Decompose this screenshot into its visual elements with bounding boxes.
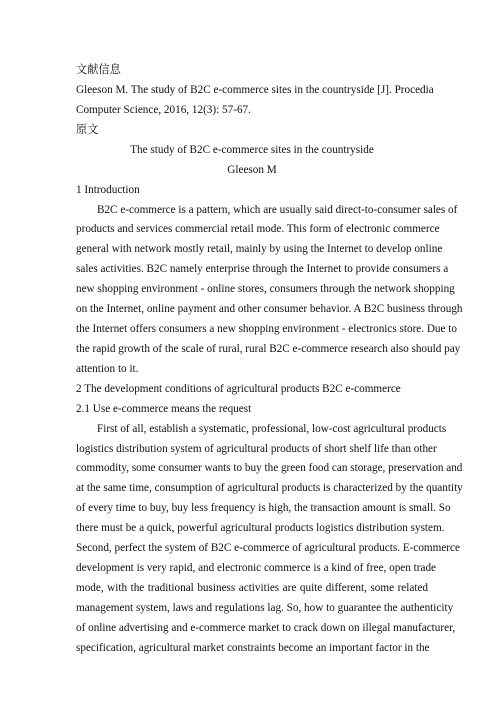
reference-label: 文献信息	[76, 64, 121, 76]
section1-line-3: general with network mostly retail, mainly by using the Internet to develop online	[76, 243, 443, 255]
original-label: 原文	[76, 124, 99, 136]
section1-line-8: the rapid growth of the scale of rural, rural B2C e-commerce research also should pay	[76, 343, 461, 355]
section21-line-10: management system, laws and regulations lag. So, how to guarantee the authenticity	[76, 602, 454, 614]
section21-line-8: development is very rapid, and electronic commerce is a kind of free, open trade	[76, 562, 437, 574]
section21-line-9: mode, with the traditional business activities are quite different, some related	[76, 582, 428, 594]
citation-line-2: Computer Science, 2016, 12(3): 57-67.	[76, 104, 251, 116]
document-author: Gleeson M	[227, 164, 277, 176]
section21-line-1: First of all, establish a systematic, professional, low-cost agricultural products	[97, 423, 447, 435]
section21-line-5: of every time to buy, buy less frequency is high, the transaction amount is small. So	[76, 502, 451, 514]
citation-line-1: Gleeson M. The study of B2C e-commerce sites in the countryside [J]. Procedia	[76, 84, 434, 96]
section1-heading: 1 Introduction	[76, 184, 140, 196]
section1-line-1: B2C e-commerce is a pattern, which are usually said direct-to-consumer sales of	[97, 204, 458, 216]
section1-line-7: the Internet offers consumers a new shopping environment - electronics store. Due to	[76, 323, 457, 335]
section21-line-4: at the same time, consumption of agricultural products is characterized by the quantity	[76, 482, 463, 494]
section21-heading: 2.1 Use e-commerce means the request	[76, 403, 252, 415]
section21-line-2: logistics distribution system of agricultural products of short shelf life than other	[76, 443, 437, 455]
section1-line-6: on the Internet, online payment and other consumer behavior. A B2C business through	[76, 303, 463, 315]
section1-line-9: attention to it.	[76, 363, 139, 375]
section21-line-3: commodity, some consumer wants to buy the green food can storage, preservation and	[76, 462, 463, 474]
document-title: The study of B2C e-commerce sites in the countryside	[130, 144, 374, 156]
section21-line-11: of online advertising and e-commerce market to crack down on illegal manufacturer,	[76, 622, 456, 634]
section1-line-4: sales activities. B2C namely enterprise through the Internet to provide consumers a	[76, 263, 449, 275]
section21-line-12: specification, agricultural market constraints become an important factor in the	[76, 642, 430, 654]
section21-line-6: there must be a quick, powerful agricultural products logistics distribution system.	[76, 522, 445, 534]
section1-line-2: products and services commercial retail mode. This form of electronic commerce	[76, 223, 440, 235]
section21-line-7: Second, perfect the system of B2C e-commerce of agricultural products. E-commerce	[76, 542, 460, 554]
section1-line-5: new shopping environment - online stores, consumers through the network shopping	[76, 283, 455, 295]
section2-heading: 2 The development conditions of agricultural products B2C e-commerce	[76, 383, 401, 395]
